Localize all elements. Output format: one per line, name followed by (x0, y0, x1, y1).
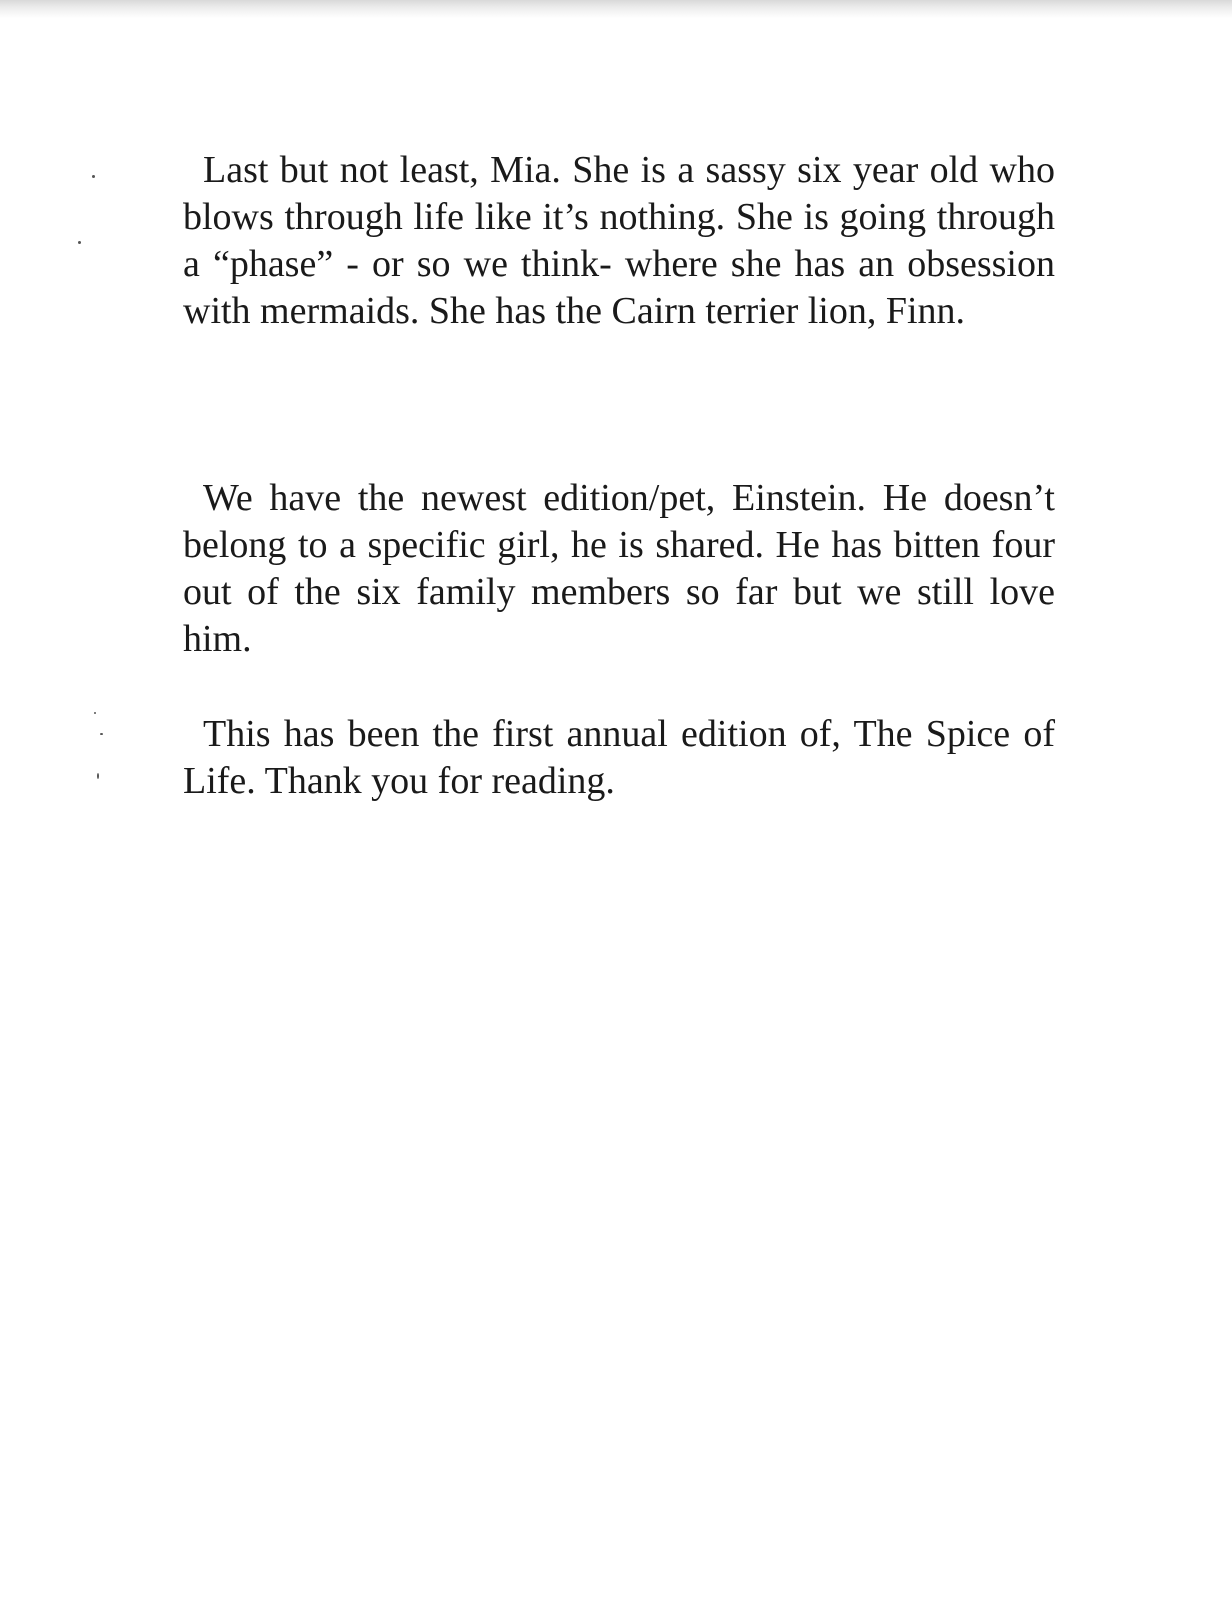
scan-speck (78, 241, 81, 244)
paragraph-closing: This has been the first annual edition of, The Spice of Life. Thank you for reading. (183, 713, 1055, 802)
paragraph-einstein: We have the newest edition/pet, Einstein. He doesn’t belong to a specific girl, he is shared. He has bitten four out of the six family members so far but we still love him. (183, 477, 1055, 660)
scan-top-edge (0, 0, 1232, 18)
scan-speck (100, 733, 103, 735)
paragraph-mia: Last but not least, Mia. She is a sassy six year old who blows through life like it’s nothing. She is going through a “phase” - or so we think- where she has an obsession with mermaids. She has the Cairn terrier lion, Finn. (183, 149, 1055, 332)
scan-speck (97, 773, 99, 779)
scan-speck (94, 712, 96, 714)
scan-speck (92, 175, 95, 178)
